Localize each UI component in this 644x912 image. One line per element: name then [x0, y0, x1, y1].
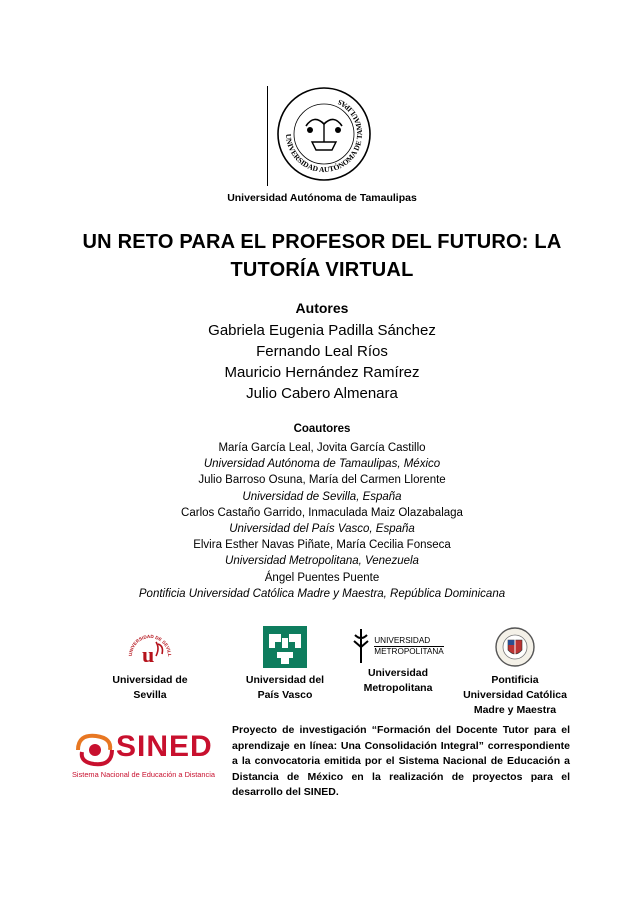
sevilla-crest-icon: [126, 626, 174, 668]
pucmm-label-1: Pontificia: [491, 674, 539, 686]
pais-vasco-label-2: País Vasco: [257, 689, 313, 701]
coauthor-names: Julio Barroso Osuna, María del Carmen Llorente: [198, 474, 446, 487]
coauthor-names: Ángel Puentes Puente: [264, 571, 380, 584]
logo-universidad-sevilla: [100, 626, 200, 703]
title-line-1: UN RETO PARA EL PROFESOR DEL FUTURO: LA: [82, 231, 562, 253]
coauthor-institution: Universidad Metropolitana, Venezuela: [225, 555, 419, 568]
sined-logo: [72, 728, 222, 786]
coauthor-names: María García Leal, Jovita García Castillo: [218, 442, 426, 454]
pucmm-label-2: Universidad Católica: [463, 689, 567, 701]
coauthor-institution: Universidad de Sevilla, España: [242, 490, 402, 503]
title-line-2: TUTORÍA VIRTUAL: [230, 259, 414, 281]
pais-vasco-label-1: Universidad del: [245, 674, 325, 686]
uat-seal-logo: [276, 86, 372, 182]
divider-line: [267, 86, 268, 186]
sined-swirl-icon: [72, 730, 118, 770]
sevilla-label-2: Sevilla: [133, 689, 167, 701]
page-title: [0, 228, 644, 284]
author-name: Mauricio Hernández Ramírez: [224, 364, 420, 381]
coauthor-institution: Universidad del País Vasco, España: [229, 523, 415, 536]
metropolitana-label-1: Universidad: [367, 667, 429, 679]
metropolitana-mark-line-2: METROPOLITANA: [374, 646, 444, 656]
metropolitana-torch-icon: [352, 627, 370, 665]
university-name: Universidad Autónoma de Tamaulipas: [227, 192, 417, 204]
authors-list: [0, 320, 644, 404]
coauthor-names: Carlos Castaño Garrido, Inmaculada Maiz Olazabalaga: [181, 506, 463, 519]
coauthor-institution: Pontificia Universidad Católica Madre y Maestra, República Dominicana: [138, 587, 506, 600]
author-name: Fernando Leal Ríos: [256, 343, 388, 360]
sined-wordmark: SINED: [116, 730, 213, 763]
pucmm-label-3: Madre y Maestra: [473, 704, 557, 716]
coauthors-heading: Coautores: [293, 423, 351, 435]
authors-heading: Autores: [295, 300, 349, 316]
author-name: Gabriela Eugenia Padilla Sánchez: [208, 322, 436, 339]
pucmm-seal-icon: [494, 626, 536, 668]
coauthors-list: [0, 440, 644, 602]
sined-subtitle: Sistema Nacional de Educación a Distancia: [72, 770, 215, 779]
seal-ring-text: UNIVERSIDAD AUTÓNOMA DE TAMAULIPAS: [283, 97, 365, 175]
project-description: Proyecto de investigación “Formación del Docente Tutor para el aprendizaje en línea: Una Consolidación Integral” correspondiente a la convocatoria emitida por el Sistema Nacional de Educación a Distancia de México en la realización de proyectos para el desarrollo del SINED.: [232, 724, 570, 799]
metropolitana-label-2: Metropolitana: [363, 682, 433, 694]
pais-vasco-emblem-icon: [263, 626, 307, 668]
metropolitana-mark-line-1: UNIVERSIDAD: [374, 635, 431, 645]
coauthor-names: Elvira Esther Navas Piñate, María Cecilia Fonseca: [193, 539, 451, 552]
logo-universidad-metropolitana: [338, 626, 458, 696]
logo-pontificia-universidad-catolica: [455, 626, 575, 718]
author-name: Julio Cabero Almenara: [246, 385, 398, 402]
sevilla-ring-text: UNIVERSIDAD DE SEVILL: [127, 633, 173, 657]
logo-universidad-pais-vasco: [230, 626, 340, 703]
sevilla-label-1: Universidad de: [112, 674, 188, 686]
svg-text:u: u: [142, 642, 155, 667]
coauthor-institution: Universidad Autónoma de Tamaulipas, México: [203, 458, 441, 471]
